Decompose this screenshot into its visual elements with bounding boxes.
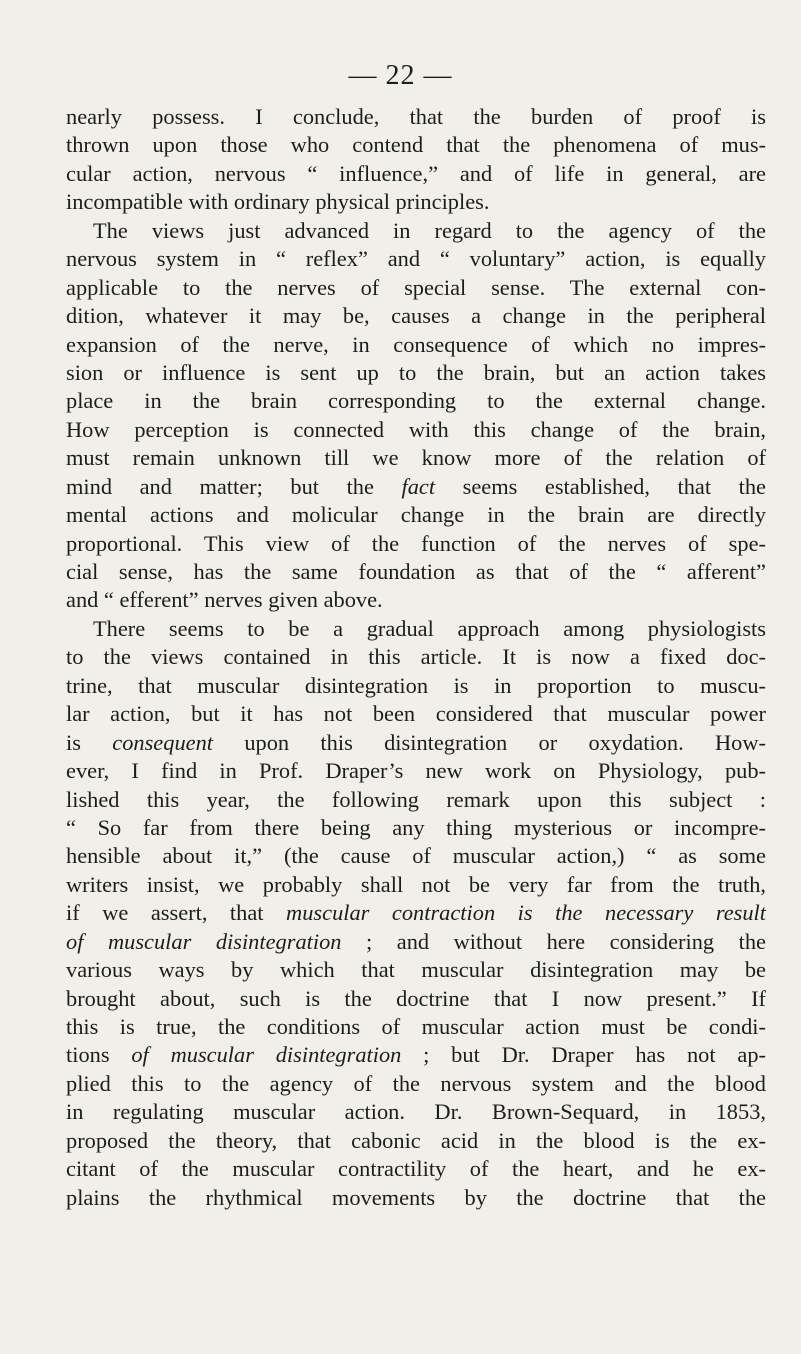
- text-line: if we assert, that muscular contraction is the necessary result: [66, 900, 766, 926]
- text-line: How perception is connected with this change of the brain,: [66, 416, 766, 442]
- text-line: mental actions and molicular change in the brain are directly: [66, 502, 766, 528]
- text-line: tions of muscular disintegration ; but Dr. Draper has not ap-: [66, 1042, 766, 1068]
- text-line: incompatible with ordinary physical principles.: [66, 189, 490, 215]
- text-line: in regulating muscular action. Dr. Brown-Sequard, in 1853,: [66, 1099, 766, 1125]
- text-line: and “ efferent” nerves given above.: [66, 587, 383, 613]
- text-line: expansion of the nerve, in consequence of which no impres-: [66, 331, 766, 357]
- text-line: cular action, nervous “ influence,” and of life in general, are: [66, 160, 766, 186]
- text-line: There seems to be a gradual approach among physiologists: [93, 615, 766, 641]
- text-line: sion or influence is sent up to the brain, but an action takes: [66, 359, 766, 385]
- text-line: nervous system in “ reflex” and “ voluntary” action, is equally: [66, 246, 766, 272]
- text-line: hensible about it,” (the cause of muscular action,) “ as some: [66, 843, 766, 869]
- text-line: dition, whatever it may be, causes a change in the peripheral: [66, 303, 766, 329]
- text-line: The views just advanced in regard to the agency of the: [93, 217, 766, 243]
- text-line: lar action, but it has not been considered that muscular power: [66, 701, 766, 727]
- text-line: trine, that muscular disintegration is in proportion to muscu-: [66, 672, 766, 698]
- text-line: brought about, such is the doctrine that I now present.” If: [66, 985, 766, 1011]
- text-line: citant of the muscular contractility of the heart, and he ex-: [66, 1156, 766, 1182]
- body-text: [66, 103, 766, 1212]
- text-line: this is true, the conditions of muscular action must be condi-: [66, 1014, 766, 1039]
- text-line: plied this to the agency of the nervous system and the blood: [66, 1070, 766, 1096]
- text-line: proposed the theory, that cabonic acid in the blood is the ex-: [66, 1127, 766, 1153]
- text-line: cial sense, has the same foundation as that of the “ afferent”: [66, 559, 766, 584]
- text-line: ever, I find in Prof. Draper’s new work on Physiology, pub-: [66, 758, 766, 784]
- text-line: nearly possess. I conclude, that the burden of proof is: [66, 104, 766, 129]
- text-line: plains the rhythmical movements by the doctrine that the: [66, 1184, 766, 1210]
- text-line: must remain unknown till we know more of the relation of: [66, 445, 766, 471]
- text-line: writers insist, we probably shall not be very far from the truth,: [66, 871, 766, 897]
- page-number: — 22 —: [348, 60, 453, 91]
- text-line: to the views contained in this article. It is now a fixed doc-: [66, 644, 766, 670]
- text-line: proportional. This view of the function of the nerves of spe-: [66, 530, 766, 556]
- text-line: lished this year, the following remark upon this subject :: [66, 786, 766, 812]
- text-line: various ways by which that muscular disintegration may be: [66, 957, 766, 983]
- text-line: “ So far from there being any thing mysterious or incompre-: [66, 814, 766, 840]
- text-line: mind and matter; but the fact seems established, that the: [66, 473, 766, 499]
- text-line: applicable to the nerves of special sense. The external con-: [66, 274, 766, 300]
- text-line: of muscular disintegration ; and without here considering the: [66, 928, 766, 954]
- text-line: is consequent upon this disintegration or oxydation. How-: [66, 729, 766, 755]
- text-line: thrown upon those who contend that the phenomena of mus-: [66, 132, 766, 158]
- text-line: place in the brain corresponding to the external change.: [66, 388, 766, 414]
